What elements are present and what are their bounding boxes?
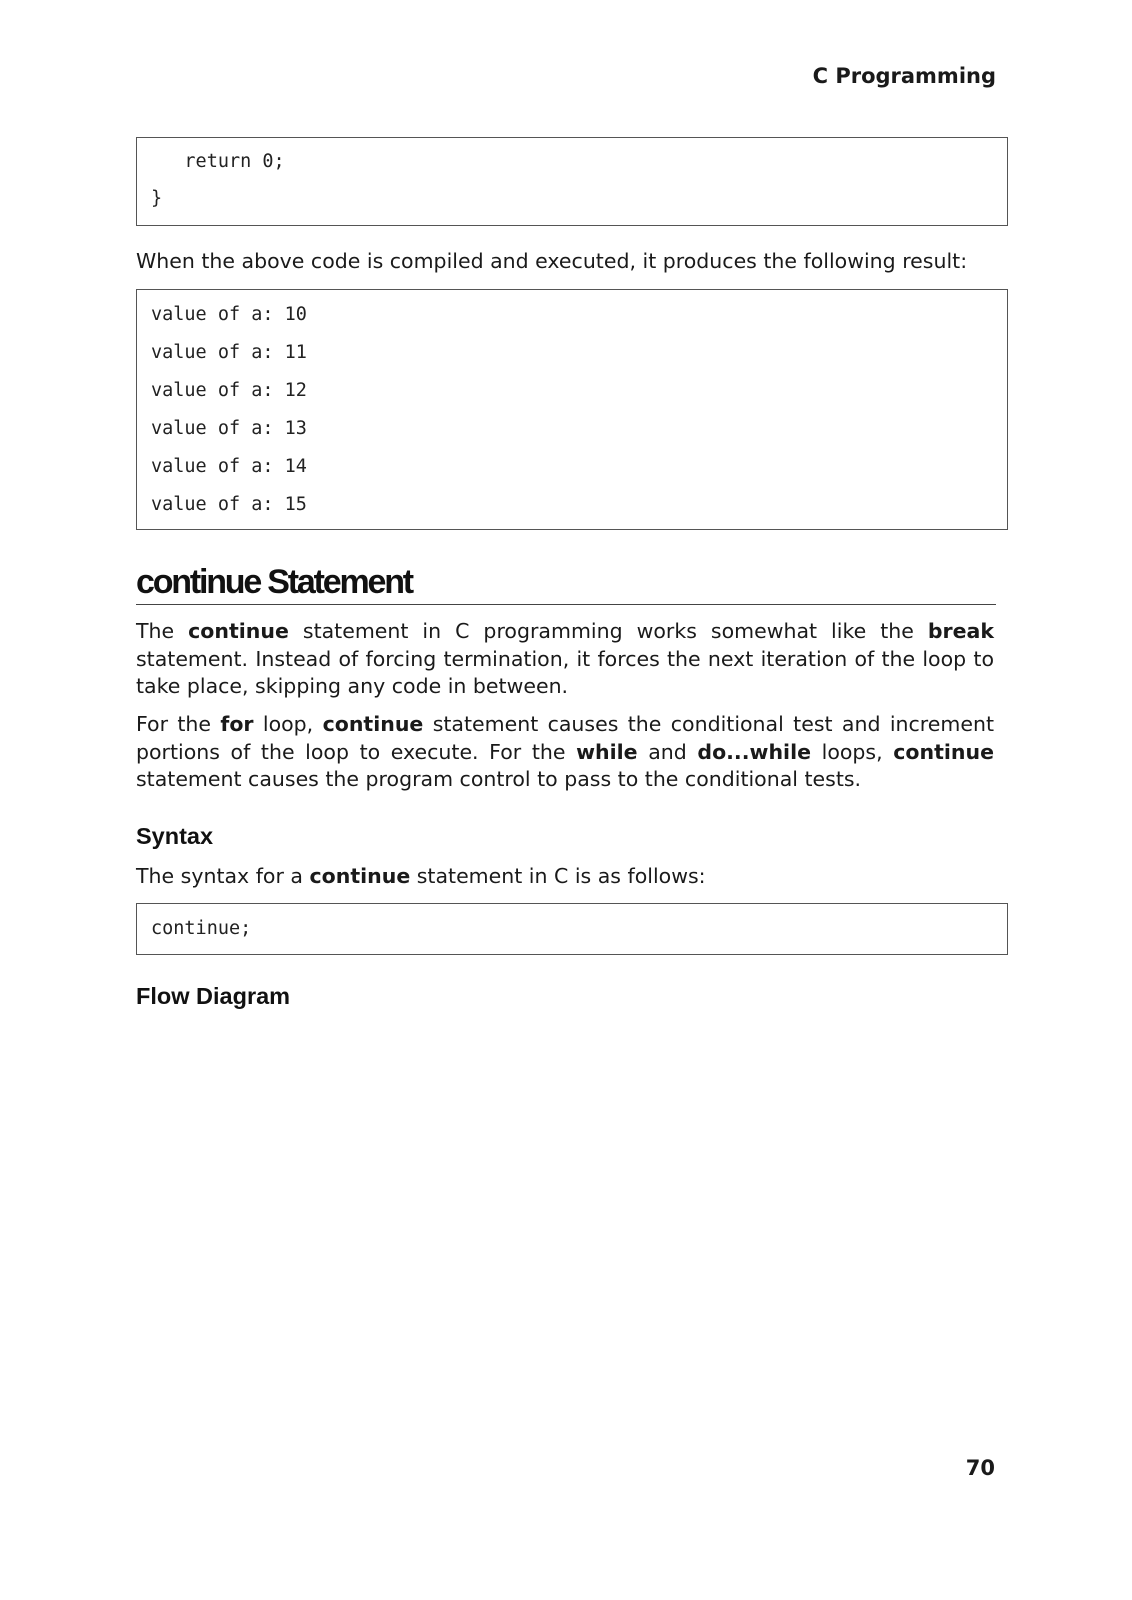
running-header: C Programming	[812, 64, 996, 88]
output-line: value of a: 10	[151, 304, 307, 325]
flow-diagram-heading: Flow Diagram	[136, 983, 291, 1009]
code-block-return	[136, 137, 1008, 226]
intro-paragraph: When the above code is compiled and executed, it produces the following result:	[136, 249, 968, 273]
text-run: The	[136, 619, 189, 643]
keyword-do-while: do...while	[697, 739, 812, 764]
keyword-continue: continue	[893, 739, 994, 764]
text-run: statement in C is as follows:	[410, 864, 706, 888]
text-run: and	[637, 739, 698, 764]
output-block	[136, 289, 1008, 530]
keyword-for: for	[220, 712, 254, 736]
code-line: return 0;	[151, 151, 285, 172]
page-number: 70	[965, 1456, 995, 1480]
code-line: }	[151, 188, 163, 209]
output-line: value of a: 14	[151, 456, 307, 477]
text-run: For the	[136, 712, 221, 736]
output-line: value of a: 13	[151, 418, 307, 439]
text-run: The syntax for a	[136, 864, 310, 888]
text-run: loops,	[811, 739, 894, 764]
output-line: value of a: 15	[151, 494, 307, 515]
section-title: continue Statement	[136, 563, 412, 601]
keyword-continue: continue	[188, 619, 289, 643]
section-divider	[136, 604, 996, 605]
code-line: continue;	[151, 918, 252, 939]
keyword-while: while	[576, 739, 638, 764]
keyword-break: break	[927, 619, 994, 643]
text-run: statement in C programming works somewhat like the	[288, 619, 928, 643]
output-line: value of a: 11	[151, 342, 307, 363]
syntax-heading: Syntax	[136, 823, 214, 849]
keyword-continue: continue	[322, 712, 424, 736]
text-run: statement. Instead of forcing termination, it forces the next iteration of the loop to take place, skipping any code in between.	[136, 646, 994, 698]
text-run: statement causes the program control to pass to the conditional tests.	[136, 767, 862, 791]
keyword-continue: continue	[309, 864, 411, 888]
syntax-paragraph	[136, 863, 994, 891]
text-run: statement causes the conditional test and increment portions of the loop to execute. For the	[136, 712, 994, 764]
paragraph-loop-behavior	[136, 711, 994, 794]
paragraph-continue-description	[136, 618, 994, 701]
syntax-code-block	[136, 903, 1008, 955]
text-run: loop,	[253, 712, 323, 736]
output-line: value of a: 12	[151, 380, 307, 401]
